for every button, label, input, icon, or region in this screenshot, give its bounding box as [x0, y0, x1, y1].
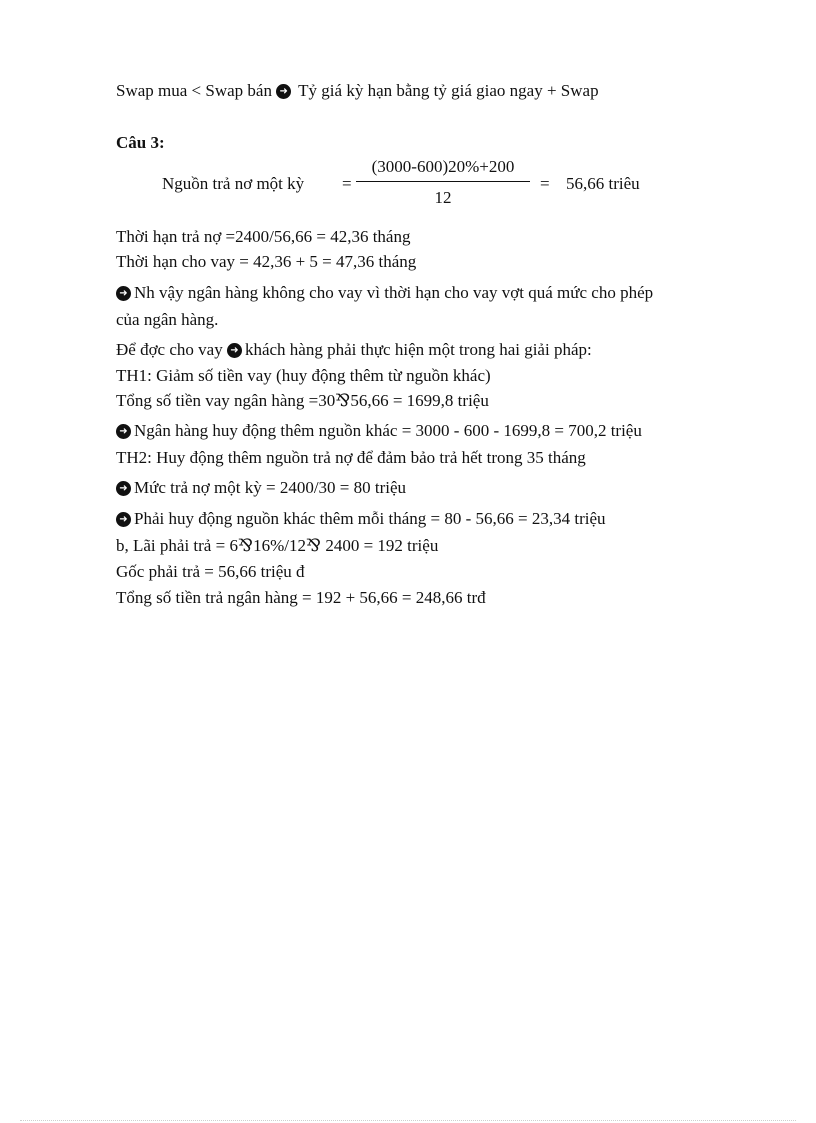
extra-funding-text: Ngân hàng huy động thêm nguồn khác = 3000 - 600 - 1699,8 = 700,2 triệu [134, 421, 642, 440]
total-loan-line: Tổng số tiền vay ngân hàng =30⅋56,66 = 1699,8 triệu [116, 391, 489, 410]
formula-fraction [356, 157, 530, 208]
swap-line [116, 80, 599, 102]
formula-equals-result: = [540, 174, 550, 193]
solution-intro-end: khách hàng phải thực hiện một trong hai giải pháp: [244, 340, 592, 359]
swap-line-start: Swap mua < Swap bán [116, 81, 277, 100]
conclusion-line [116, 282, 653, 304]
swap-line-end: Tỷ giá kỳ hạn bằng tỷ giá giao ngay + Swap [294, 81, 599, 100]
arrow-bullet-icon: ➜ [116, 424, 131, 439]
arrow-bullet-icon: ➜ [116, 481, 131, 496]
conclusion-text: Nh vậy ngân hàng không cho vay vì thời hạn cho vay vợt quá mức cho phép [134, 283, 654, 302]
solution-intro-line [116, 339, 592, 361]
arrow-bullet-icon: ➜ [116, 512, 131, 527]
formula-denominator: 12 [434, 188, 452, 207]
case2-heading: TH2: Huy động thêm nguồn trả nợ để đảm bảo trả hết trong 35 tháng [116, 448, 586, 467]
conclusion-continued: của ngân hàng. [116, 310, 219, 329]
payment-level-text: Mức trả nợ một kỳ = 2400/30 = 80 triệu [134, 478, 407, 497]
payment-level-line [116, 477, 406, 499]
arrow-bullet-icon: ➜ [276, 84, 291, 99]
loan-term-line: Thời hạn cho vay = 42,36 + 5 = 47,36 tháng [116, 252, 417, 271]
arrow-bullet-icon: ➜ [227, 343, 242, 358]
formula-equals: = [342, 174, 352, 193]
formula-label: Nguồn trả nơ một kỳ [162, 174, 305, 193]
formula-result: 56,66 triêu [566, 174, 640, 193]
interest-line: b, Lãi phải trả = 6⅋16%/12⅋ 2400 = 192 triệu [116, 536, 439, 555]
extra-funding-line [116, 420, 642, 442]
monthly-extra-line [116, 508, 606, 530]
solution-intro-start: Để đợc cho vay [116, 340, 227, 359]
repayment-term-line: Thời hạn trả nợ =2400/56,66 = 42,36 tháng [116, 227, 411, 246]
fraction-bar [356, 181, 530, 182]
question-heading: Câu 3: [116, 133, 165, 152]
case1-heading: TH1: Giảm số tiền vay (huy động thêm từ nguồn khác) [116, 366, 491, 385]
page-bottom-divider [20, 1120, 796, 1121]
total-payment-line: Tổng số tiền trả ngân hàng = 192 + 56,66 = 248,66 trđ [116, 588, 486, 607]
arrow-bullet-icon: ➜ [116, 286, 131, 301]
monthly-extra-text: Phải huy động nguồn khác thêm mỗi tháng = 80 - 56,66 = 23,34 triệu [134, 509, 606, 528]
formula-numerator: (3000-600)20%+200 [371, 157, 515, 176]
principal-line: Gốc phải trả = 56,66 triệu đ [116, 562, 305, 581]
